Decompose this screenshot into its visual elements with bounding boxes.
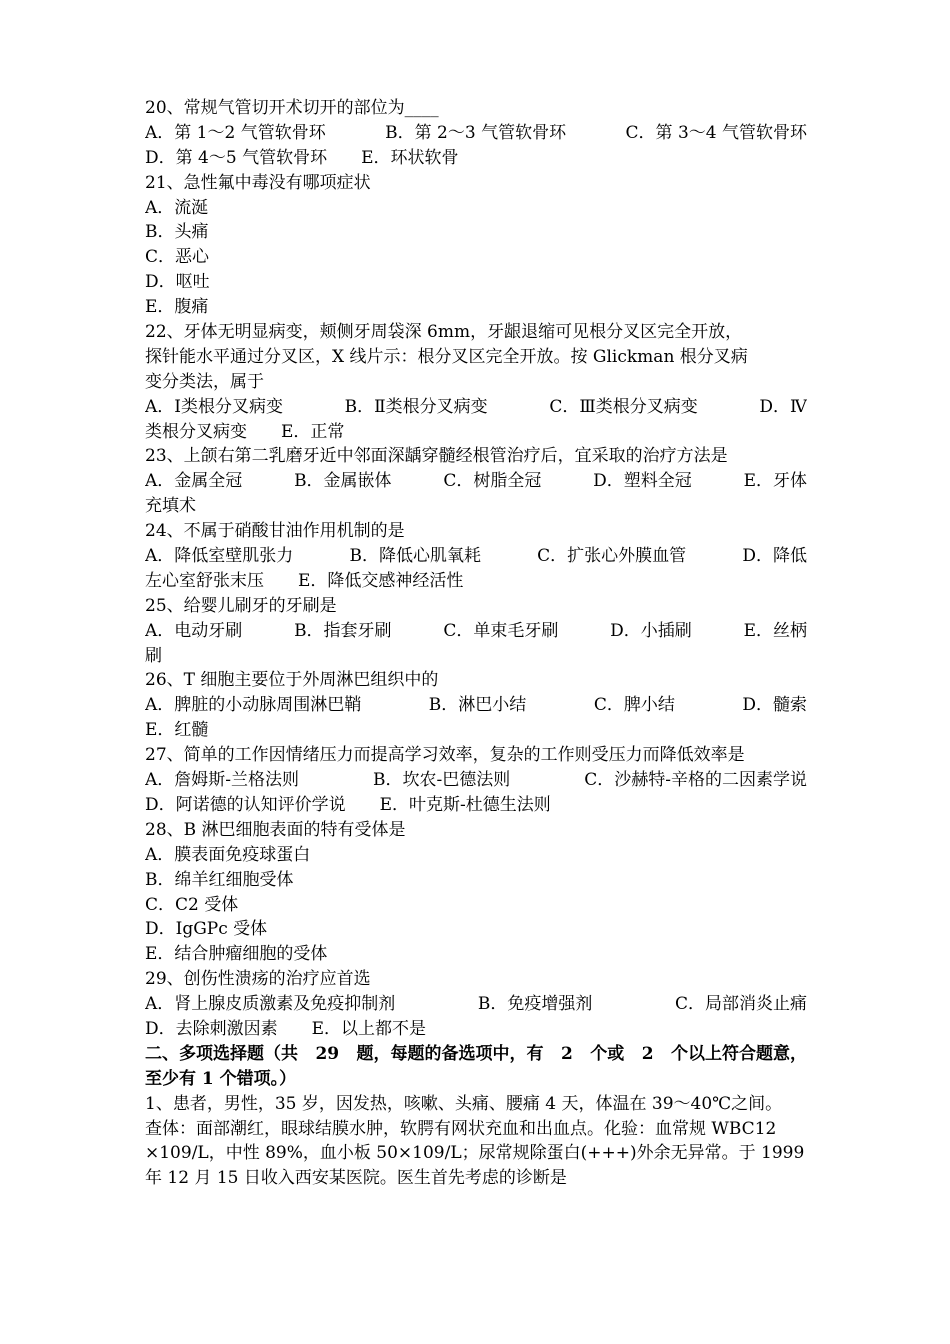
line-segment: D．髓索 [742, 695, 807, 716]
line-segment: 2 [641, 1043, 654, 1064]
line-segment: A．脾脏的小动脉周围淋巴鞘 [145, 695, 362, 716]
line-segment: C．脾小结 [593, 695, 675, 716]
line-segment: C．沙赫特-辛格的二因素学说 [584, 770, 807, 791]
line-segment: D．塑料全冠 [593, 471, 692, 492]
text-line: 至少有 1 个错项。） [145, 1068, 297, 1089]
text-line [145, 619, 807, 644]
text-line: 探针能水平通过分叉区，X 线片示：根分叉区完全开放。按 Glickman 根分叉病 [145, 346, 748, 367]
line-segment: 题，每题的备选项中，有 [356, 1043, 544, 1064]
text-line: E．红髓 [145, 720, 209, 741]
text-line: D．第 4～5 气管软骨环 E．环状软骨 [145, 147, 459, 168]
line-segment: B．Ⅱ类根分叉病变 [344, 396, 488, 417]
line-segment: C．扩张心外膜血管 [537, 546, 687, 567]
line-segment: 个或 [590, 1043, 625, 1064]
line-segment: A．降低室壁肌张力 [145, 546, 294, 567]
line-segment: E．牙体 [743, 471, 807, 492]
text-line [145, 1042, 807, 1067]
text-line: 20、常规气管切开术切开的部位为____ [145, 98, 439, 118]
text-line: 24、不属于硝酸甘油作用机制的是 [145, 521, 405, 542]
text-line: 28、B 淋巴细胞表面的特有受体是 [145, 819, 406, 840]
line-segment: B．金属嵌体 [294, 471, 392, 492]
text-line [145, 469, 807, 494]
text-line: D．IgGPc 受体 [145, 919, 268, 940]
line-segment: C．局部消炎止痛 [674, 994, 807, 1015]
line-segment: D．Ⅳ [759, 396, 807, 417]
line-segment: A．肾上腺皮质激素及免疫抑制剂 [145, 994, 396, 1015]
text-line [145, 395, 807, 420]
line-segment: 二、多项选择题（共 [145, 1043, 298, 1064]
text-line: D．去除刺激因素 E．以上都不是 [145, 1018, 427, 1039]
text-line [145, 121, 807, 146]
text-line: A．膜表面免疫球蛋白 [145, 844, 311, 865]
line-segment: B．免疫增强剂 [477, 994, 593, 1015]
text-line: C．恶心 [145, 247, 210, 268]
line-segment: B．降低心肌氧耗 [349, 546, 481, 567]
text-line: 刷 [145, 645, 162, 666]
line-segment: C．第 3～4 气管软骨环 [625, 122, 807, 143]
text-line: E．腹痛 [145, 297, 209, 318]
line-segment: 个以上符合题意， [670, 1043, 807, 1064]
text-line: D．呕吐 [145, 272, 210, 293]
line-segment: D．小插刷 [610, 620, 692, 641]
text-line: 22、牙体无明显病变，颊侧牙周袋深 6mm，牙龈退缩可见根分叉区完全开放， [145, 322, 743, 343]
line-segment: B．坎农-巴德法则 [373, 770, 511, 791]
text-line: 1、患者，男性，35 岁，因发热，咳嗽、头痛、腰痛 4 天，体温在 39～40℃之间。 [145, 1093, 783, 1114]
text-line: 变分类法，属于 [145, 371, 264, 392]
line-segment: C．树脂全冠 [443, 471, 542, 492]
text-line: 年 12 月 15 日收入西安某医院。医生首先考虑的诊断是 [145, 1168, 567, 1189]
text-line: 26、T 细胞主要位于外周淋巴组织中的 [145, 670, 439, 691]
text-line: 27、简单的工作因情绪压力而提高学习效率，复杂的工作则受压力而降低效率是 [145, 745, 745, 766]
text-line: 左心室舒张末压 E．降低交感神经活性 [145, 570, 464, 591]
line-segment: C．Ⅲ类根分叉病变 [549, 396, 698, 417]
text-line [145, 992, 807, 1017]
line-segment: A．第 1～2 气管软骨环 [145, 122, 326, 143]
line-segment: A．金属全冠 [145, 471, 243, 492]
text-line: 类根分叉病变 E．正常 [145, 421, 345, 442]
exam-page [145, 96, 807, 1191]
text-line: ×109/L，中性 89%，血小板 50×109/L；尿常规除蛋白(+++)外余无异常。于 1999 [145, 1143, 805, 1164]
text-line: B．绵羊红细胞受体 [145, 869, 294, 890]
line-segment: 29 [315, 1043, 340, 1064]
line-segment: 2 [560, 1043, 573, 1064]
line-segment: B．指套牙刷 [294, 620, 392, 641]
text-line: D．阿诺德的认知评价学说 E．叶克斯-杜德生法则 [145, 794, 551, 815]
text-line [145, 693, 807, 718]
text-line: 29、创伤性溃疡的治疗应首选 [145, 969, 371, 990]
line-segment: A．詹姆斯-兰格法则 [145, 770, 300, 791]
line-segment: B．第 2～3 气管软骨环 [385, 122, 567, 143]
line-segment: A．Ⅰ类根分叉病变 [145, 396, 283, 417]
text-line: A．流涎 [145, 197, 209, 218]
text-line [145, 544, 807, 569]
text-line: B．头痛 [145, 222, 209, 243]
text-line: 查体：面部潮红，眼球结膜水肿，软腭有网状充血和出血点。化验：血常规 WBC12 [145, 1118, 777, 1139]
text-line: C．C2 受体 [145, 894, 239, 915]
text-line: E．结合肿瘤细胞的受体 [145, 944, 328, 965]
line-segment: E．丝柄 [743, 620, 807, 641]
line-segment: D．降低 [742, 546, 807, 567]
text-line: 21、急性氟中毒没有哪项症状 [145, 172, 371, 193]
text-line: 25、给婴儿刷牙的牙刷是 [145, 595, 337, 616]
text-line: 充填术 [145, 496, 196, 517]
line-segment: A．电动牙刷 [145, 620, 243, 641]
text-line [145, 768, 807, 793]
line-segment: B．淋巴小结 [428, 695, 527, 716]
text-line: 23、上颌右第二乳磨牙近中邻面深龋穿髓经根管治疗后，宜采取的治疗方法是 [145, 446, 728, 467]
line-segment: C．单束毛牙刷 [443, 620, 559, 641]
